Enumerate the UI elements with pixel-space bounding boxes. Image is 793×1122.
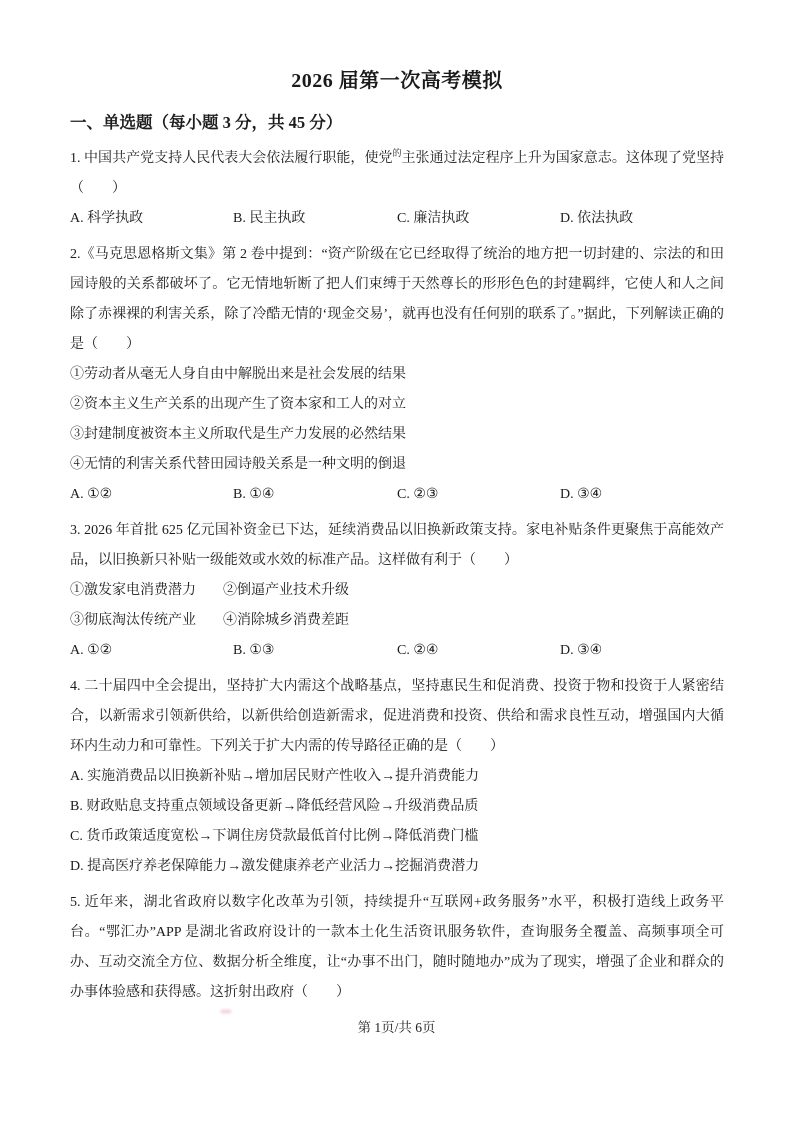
question-3-item-1: ①激发家电消费潜力 <box>70 583 196 598</box>
question-3-item-2: ②倒逼产业技术升级 <box>223 583 349 598</box>
page-title: 2026 届第一次高考模拟 <box>291 70 503 92</box>
question-4 <box>70 672 724 882</box>
page-footer: 第 1页/共 6页 <box>357 1020 436 1035</box>
question-3-stem: 3. 2026 年首批 625 亿元国补资金已下达，延续消费品以旧换新政策支持。家电补贴条件更聚焦于高能效产品，以旧换新只补贴一级能效或水效的标准产品。这样做有利于（ ） <box>70 523 724 568</box>
question-4-option-c: C. 货币政策适度宽松→下调住房贷款最低首付比例→降低消费门槛 <box>70 829 479 844</box>
question-4-stem: 4. 二十届四中全会提出，坚持扩大内需这个战略基点，坚持惠民生和促消费、投资于物和投资于人紧密结合，以新需求引领新供给，以新供给创造新需求，促进消费和投资、供给和需求良性互动，增强国内大循环内生动力和可靠性。下列关于扩大内需的传导路径正确的是（ ） <box>70 679 724 754</box>
question-3-item-4: ④消除城乡消费差距 <box>223 613 349 628</box>
question-3-option-b: B. ①③ <box>233 643 275 658</box>
question-2-item-4: ④无情的利害关系代替田园诗般关系是一种文明的倒退 <box>70 457 406 472</box>
question-5 <box>70 888 724 1008</box>
section-heading: 一、单选题（每小题 3 分，共 45 分） <box>70 113 343 132</box>
question-3-option-a: A. ①② <box>70 643 113 658</box>
question-4-option-b: B. 财政贴息支持重点领域设备更新→降低经营风险→升级消费品质 <box>70 799 479 814</box>
question-2-option-a: A. ①② <box>70 487 113 502</box>
question-1-option-c: C. 廉洁执政 <box>397 211 470 226</box>
question-1-option-a: A. 科学执政 <box>70 211 144 226</box>
inserted-char-mark: 的 <box>392 148 402 158</box>
question-2-options-row <box>70 480 724 510</box>
question-2-stem: 2.《马克思恩格斯文集》第 2 卷中提到：“资产阶级在它已经取得了统治的地方把一切封建的、宗法的和田园诗般的关系都破坏了。它无情地斩断了把人们束缚于天然尊长的形形色色的封建羁绊，它使人和人之间除了赤裸裸的利害关系，除了冷酷无情的‘现金交易’，就再也没有任何别的联系了。”据此，下列解读正确的是（ ） <box>70 247 724 352</box>
question-3-item-3: ③彻底淘汰传统产业 <box>70 613 196 628</box>
question-2-item-2: ②资本主义生产关系的出现产生了资本家和工人的对立 <box>70 397 406 412</box>
question-1-option-d: D. 依法执政 <box>560 211 634 226</box>
scan-artifact <box>220 1009 232 1014</box>
question-1-options-row <box>70 204 724 234</box>
question-2 <box>70 240 724 510</box>
question-3 <box>70 516 724 666</box>
question-1 <box>70 144 724 234</box>
page-content <box>70 66 724 1008</box>
question-3-items-row-1 <box>70 576 724 606</box>
question-2-option-c: C. ②③ <box>397 487 439 502</box>
question-2-item-1: ①劳动者从毫无人身自由中解脱出来是社会发展的结果 <box>70 367 406 382</box>
question-3-option-d: D. ③④ <box>560 643 603 658</box>
question-2-item-3: ③封建制度被资本主义所取代是生产力发展的必然结果 <box>70 427 406 442</box>
question-1-stem <box>70 144 724 204</box>
question-4-option-d: D. 提高医疗养老保障能力→激发健康养老产业活力→挖掘消费潜力 <box>70 859 480 874</box>
question-3-option-c: C. ②④ <box>397 643 439 658</box>
question-1-stem-pre: 1. 中国共产党支持人民代表大会依法履行职能，使党 <box>70 151 393 166</box>
question-3-items-row-2 <box>70 606 724 636</box>
question-1-stem-post: 主张通过法定程序上升为国家意志。这体现了党坚持（ ） <box>70 151 725 196</box>
question-1-option-b: B. 民主执政 <box>233 211 306 226</box>
question-4-option-a: A. 实施消费品以旧换新补贴→增加居民财产性收入→提升消费能力 <box>70 769 480 784</box>
question-3-options-row <box>70 636 724 666</box>
question-5-stem: 5. 近年来，湖北省政府以数字化改革为引领，持续提升“互联网+政务服务”水平，积极打造线上政务平台。“鄂汇办”APP 是湖北省政府设计的一款本土化生活资讯服务软件，查询服务全覆盖、高频事项全可办、互动交流全方位、数据分析全维度，让“办事不出门，随时随地办”成为了现实，增强了企业和群众的办事体验感和获得感。这折射出政府（ ） <box>70 895 724 1000</box>
question-2-option-d: D. ③④ <box>560 487 603 502</box>
question-2-option-b: B. ①④ <box>233 487 275 502</box>
